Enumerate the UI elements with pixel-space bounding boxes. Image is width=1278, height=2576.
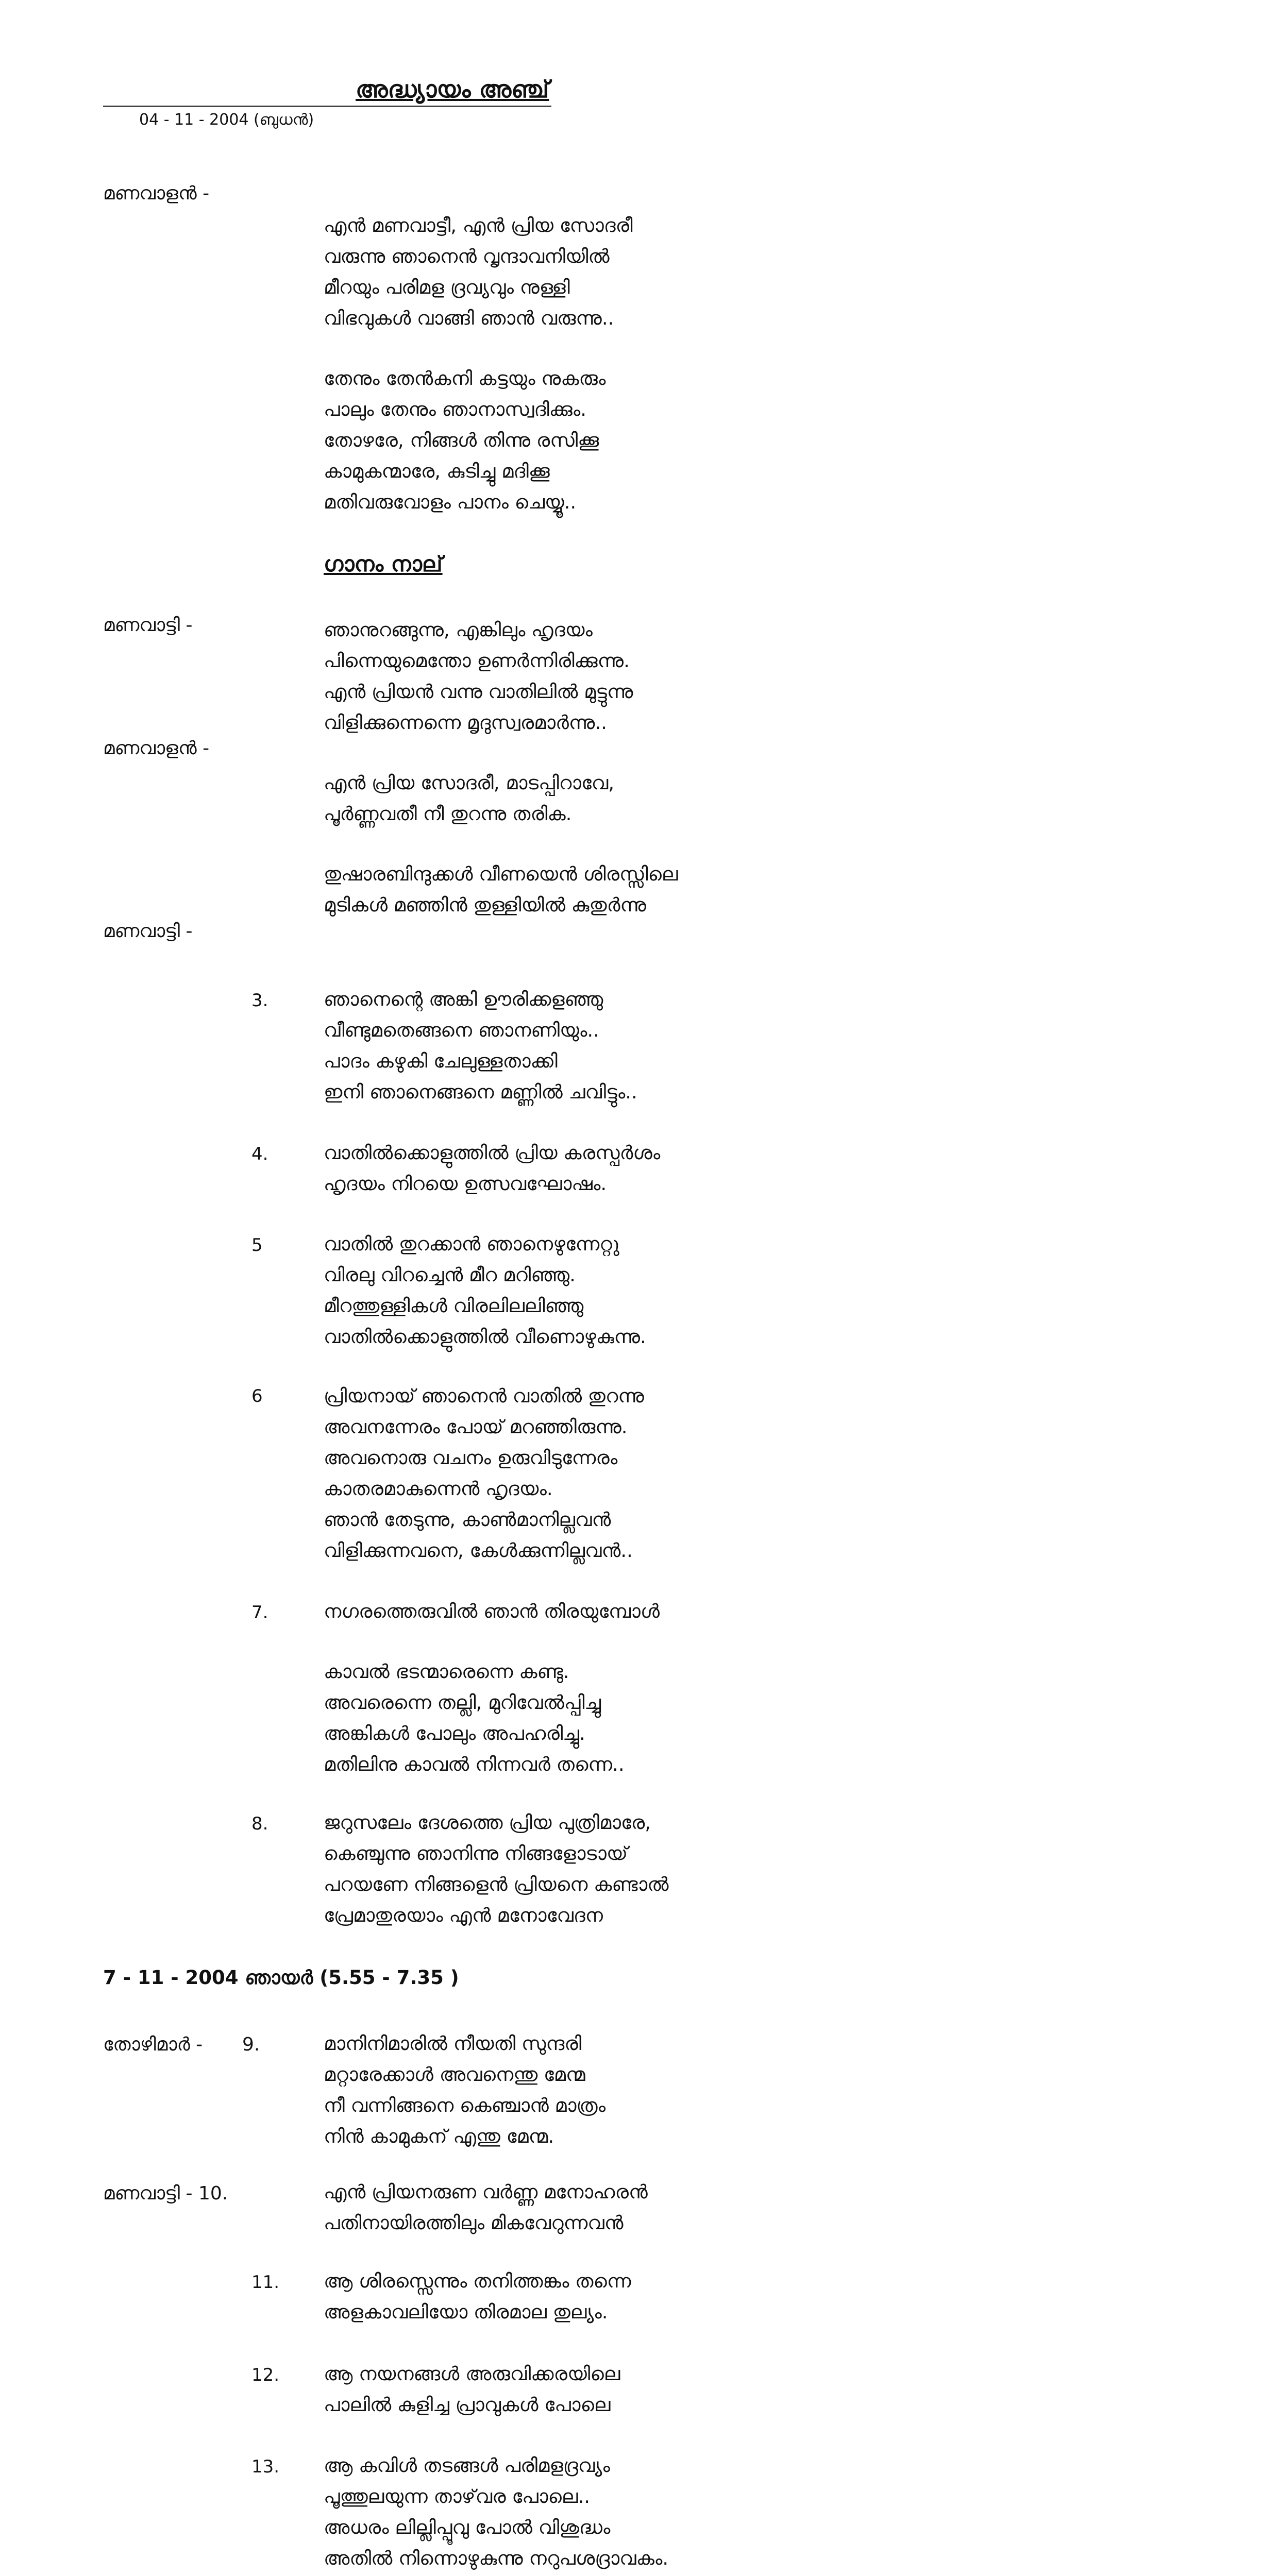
- verse-line: ജറുസലേം ദേശത്തെ പ്രിയ പുത്രിമാരേ,: [324, 1811, 651, 1834]
- stanza: [324, 1229, 646, 1352]
- verse-line: വിളിക്കുന്നവനെ, കേൾക്കുന്നില്ലവൻ..: [324, 1539, 633, 1562]
- verse-line: വരുന്നു ഞാനെൻ വൃന്ദാവനിയിൽ: [324, 245, 610, 267]
- verse-line: കെഞ്ചുന്നു ഞാനിന്നു നിങ്ങളോടായ്: [324, 1842, 628, 1865]
- speaker-label: മണവാളൻ -: [103, 738, 210, 759]
- verse-number: 7.: [251, 1602, 268, 1623]
- verse-number: 8.: [251, 1814, 268, 1834]
- stanza: [324, 1381, 644, 1566]
- verse-line: കാവൽ ഭടന്മാരെന്നെ കണ്ടു.: [324, 1660, 569, 1683]
- stanza: [324, 2266, 631, 2328]
- verse-line: മീറയും പരിമള ദ്രവ്യവും നുള്ളി: [324, 276, 570, 298]
- stanza: [324, 1138, 660, 1199]
- stanza: [324, 768, 614, 829]
- title-rule: [103, 106, 551, 107]
- verse-line: അളകാവലിയോ തിരമാല തുല്യം.: [324, 2301, 608, 2323]
- verse-line: വാതിൽക്കൊളുത്തിൽ വീണൊഴുകുന്നു.: [324, 1326, 646, 1348]
- stanza: [324, 210, 633, 334]
- verse-number: 9.: [242, 2034, 260, 2055]
- verse-line: പാദം കഴുകി ചേലുള്ളതാക്കി: [324, 1050, 558, 1072]
- stanza: [324, 1656, 625, 1780]
- verse-line: ആ നയനങ്ങൾ അരുവിക്കരയിലെ: [324, 2363, 620, 2385]
- verse-line: വിരലു വിറച്ചെൻ മീറ മറിഞ്ഞു.: [324, 1264, 576, 1286]
- verse-line: ഇനി ഞാനെങ്ങനെ മണ്ണിൽ ചവിട്ടും..: [324, 1081, 637, 1103]
- verse-line: ഞാനെന്റെ അങ്കി ഊരിക്കളഞ്ഞു: [324, 988, 603, 1010]
- verse-line: പാലിൽ കുളിച്ച പ്രാവുകൾ പോലെ: [324, 2394, 611, 2416]
- verse-line: മതിലിനു കാവൽ നിന്നവർ തന്നെ..: [324, 1753, 625, 1775]
- verse-line: വിളിക്കുന്നെന്നെ മൃദുസ്വരമാർന്നു..: [324, 711, 607, 734]
- verse-line: പാലും തേനും ഞാനാസ്വദിക്കും.: [324, 398, 587, 420]
- verse-line: എൻ പ്രിയനരുണ വർണ്ണ മനോഹരൻ: [324, 2181, 648, 2203]
- verse-line: വിഭവുകൾ വാങ്ങി ഞാൻ വരുന്നു..: [324, 307, 614, 329]
- song-subheading: ഗാനം നാല്: [324, 551, 443, 577]
- verse-line: നിൻ കാമുകന് എന്തു മേന്മ.: [324, 2125, 554, 2147]
- verse-line: പതിനായിരത്തിലും മികവേറുന്നവൻ: [324, 2212, 624, 2234]
- verse-line: ആ കവിൾ തടങ്ങൾ പരിമളദ്രവ്യം: [324, 2454, 610, 2477]
- verse-line: അധരം ലില്ലിപ്പൂവു പോൽ വിശുദ്ധം: [324, 2516, 611, 2538]
- chapter-date: 04 - 11 - 2004 (ബുധൻ): [139, 111, 314, 129]
- section-date: 7 - 11 - 2004 ഞായർ (5.55 - 7.35 ): [103, 1967, 459, 1989]
- verse-line: പറയണേ നിങ്ങളെൻ പ്രിയനെ കണ്ടാൽ: [324, 1873, 669, 1895]
- stanza: [324, 2450, 668, 2574]
- stanza: [324, 859, 678, 921]
- stanza: [324, 615, 633, 738]
- verse-line: ആ ശിരസ്സെന്നും തനിത്തങ്കം തന്നെ: [324, 2270, 631, 2292]
- verse-line: തുഷാരബിന്ദുക്കൾ വീണയെൻ ശിരസ്സിലെ: [324, 863, 678, 885]
- verse-line: പ്രേമാതുരയാം എൻ മനോവേദന: [324, 1904, 603, 1926]
- verse-line: പൂർണ്ണവതീ നീ തുറന്നു തരിക.: [324, 803, 572, 825]
- speaker-label: മണവാട്ടി - 10.: [103, 2183, 228, 2204]
- verse-number: 4.: [251, 1144, 268, 1164]
- verse-line: പിന്നെയുമെന്തോ ഉണർന്നിരിക്കുന്നു.: [324, 650, 630, 672]
- verse-line: പൂത്തുലയുന്ന താഴ്‌വര പോലെ..: [324, 2485, 591, 2507]
- verse-line: മതിവരുവോളം പാനം ചെയ്യൂ..: [324, 491, 577, 513]
- verse-line: മുടികൾ മഞ്ഞിൻ തുള്ളിയിൽ കുതുർന്നു: [324, 894, 646, 916]
- stanza: [324, 1596, 660, 1627]
- verse-number: 3.: [251, 990, 268, 1011]
- verse-number: 12.: [251, 2365, 280, 2385]
- verse-line: മീറത്തുള്ളികൾ വിരലിലലിഞ്ഞു: [324, 1295, 584, 1317]
- speaker-label: മണവാളൻ -: [103, 183, 210, 204]
- verse-line: തേനും തേൻകനി കട്ടയും നുകരും: [324, 367, 606, 389]
- verse-line: അവരെന്നെ തല്ലി, മുറിവേൽപ്പിച്ചു: [324, 1691, 601, 1714]
- stanza: [324, 363, 606, 518]
- verse-line: കാതരമാകുന്നെൻ ഹൃദയം.: [324, 1478, 553, 1500]
- verse-line: തോഴരേ, നിങ്ങൾ തിന്നു രസിക്കൂ: [324, 429, 599, 451]
- verse-line: അവനൊരു വചനം ഉരുവിടുന്നേരം: [324, 1447, 618, 1469]
- verse-line: വാതിൽക്കൊളുത്തിൽ പ്രിയ കരസ്പർശം: [324, 1142, 661, 1164]
- verse-number: 6: [251, 1386, 263, 1406]
- verse-line: കാമുകന്മാരേ, കുടിച്ചു മദിക്കൂ: [324, 460, 550, 482]
- speaker-label: തോഴിമാർ -: [103, 2034, 203, 2055]
- verse-line: എൻ പ്രിയ സോദരീ, മാടപ്പിറാവേ,: [324, 772, 615, 794]
- stanza: [324, 2359, 620, 2420]
- verse-line: അതിൽ നിന്നൊഴുകുന്നു നറുപശദ്രാവകം.: [324, 2547, 669, 2569]
- verse-line: ഹൃദയം നിറയെ ഉത്സവഘോഷം.: [324, 1173, 607, 1195]
- verse-line: ഞാനുറങ്ങുന്നു, എങ്കിലും ഹൃദയം: [324, 619, 593, 641]
- verse-line: വീണ്ടുമതെങ്ങനെ ഞാനണിയും..: [324, 1019, 599, 1041]
- verse-line: എൻ മണവാട്ടീ, എൻ പ്രിയ സോദരീ: [324, 214, 633, 236]
- speaker-label: മണവാട്ടി -: [103, 615, 193, 636]
- verse-line: ഞാൻ തേടുന്നു, കാൺമാനില്ലവൻ: [324, 1509, 611, 1531]
- verse-line: അങ്കികൾ പോലും അപഹരിച്ചു.: [324, 1722, 585, 1744]
- verse-number: 5: [251, 1235, 263, 1256]
- stanza: [324, 2028, 606, 2152]
- speaker-label: മണവാട്ടി -: [103, 921, 193, 942]
- verse-line: മറ്റാരേക്കാൾ അവനെന്തു മേന്മ: [324, 2063, 585, 2086]
- stanza: [324, 984, 637, 1108]
- verse-line: അവനന്നേരം പോയ് മറഞ്ഞിരുന്നു.: [324, 1416, 628, 1438]
- verse-line: പ്രിയനായ് ഞാനെൻ വാതിൽ തുറന്നു: [324, 1385, 644, 1407]
- stanza: [324, 2177, 648, 2239]
- verse-line: മാനിനിമാരിൽ നീയതി സുന്ദരി: [324, 2032, 582, 2055]
- verse-line: എൻ പ്രിയൻ വന്നു വാതിലിൽ മുട്ടുന്നു: [324, 681, 633, 703]
- stanza: [324, 1807, 668, 1931]
- verse-line: നീ വന്നിങ്ങനെ കെഞ്ചാൻ മാത്രം: [324, 2094, 606, 2116]
- verse-line: നഗരത്തെരുവിൽ ഞാൻ തിരയുമ്പോൾ: [324, 1600, 660, 1622]
- chapter-title: അദ്ധ്യായം അഞ്ച്: [356, 75, 549, 103]
- verse-number: 11.: [251, 2272, 280, 2293]
- verse-number: 13.: [251, 2456, 280, 2477]
- verse-line: വാതിൽ തുറക്കാൻ ഞാനെഴുന്നേറ്റു: [324, 1233, 619, 1255]
